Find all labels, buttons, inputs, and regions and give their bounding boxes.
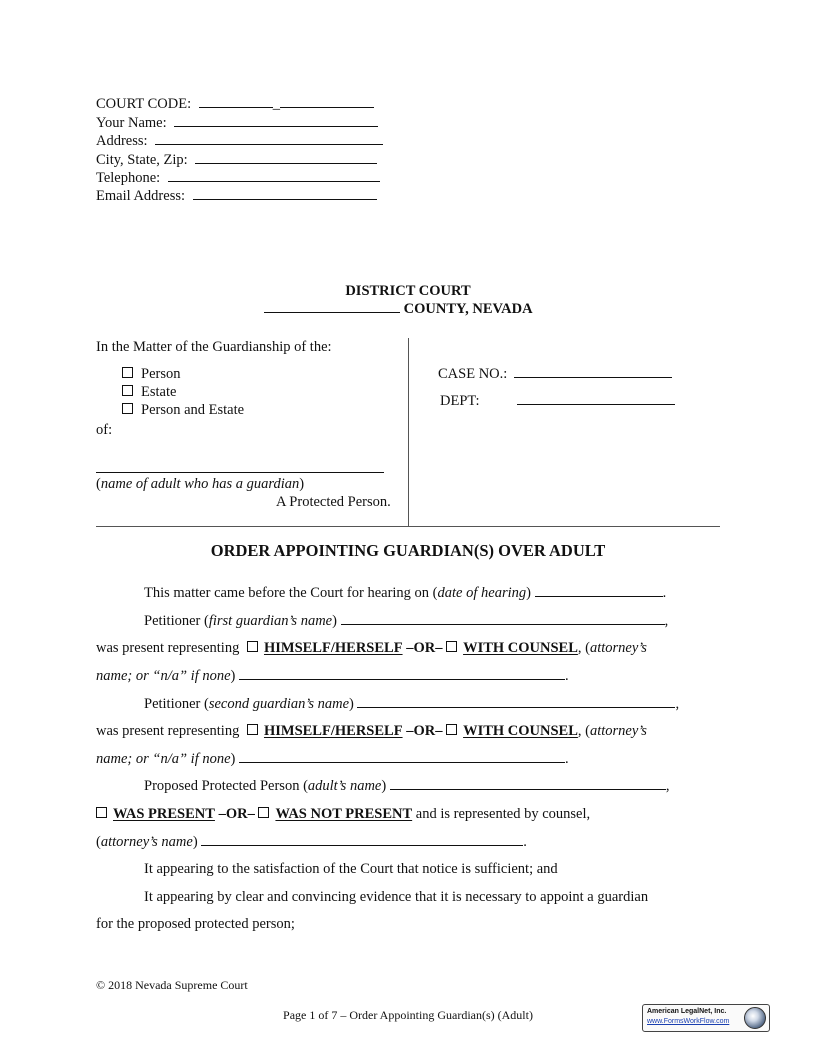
petitioner2-paren-close: ) [349,696,354,712]
case-no-row [438,365,672,383]
email-row [96,187,377,205]
petitioner1-hint: first guardian’s name [208,613,333,629]
person-checkbox[interactable] [122,367,133,378]
dept-label: DEPT: [440,393,480,409]
option-person-label: Person [141,366,181,382]
p1-attorney-field[interactable] [239,678,565,680]
petitioner2-name-field[interactable] [357,706,675,708]
proposed-paren-close: ) [381,778,387,794]
option-estate-label: Estate [141,384,177,400]
petitioner1-paragraph: Petitioner (first guardian’s name) , [144,613,669,629]
court-code-separator: _ [272,96,281,112]
protected-person-label: A Protected Person. [276,494,391,510]
logo-line2[interactable]: www.FormsWorkFlow.com [647,1018,730,1025]
case-no-label: CASE NO.: [438,366,508,382]
copyright-text: © 2018 Nevada Supreme Court [96,978,248,992]
hearing-date-field[interactable] [535,595,663,597]
p2-himself-label: HIMSELF/HERSELF [263,723,403,739]
was-present-label: WAS PRESENT [113,806,215,822]
p2-or-label: –OR– [406,723,443,739]
court-code-row [96,95,374,113]
address-field[interactable] [155,143,383,145]
caption-options [122,365,244,419]
adult-name-hint-text: name of adult who has a guardian [100,476,300,492]
p2-attorneys-hint-b: name; or “n/a” if none [96,751,231,767]
option-person-and-estate-label: Person and Estate [141,402,245,418]
hearing-post: ) [526,585,531,601]
proposed-hint: adult’s name [307,778,382,794]
adult-name-field[interactable] [96,472,384,473]
evidence-paragraph: It appearing by clear and convincing evidence that it is necessary to appoint a guardian [144,889,649,905]
petitioner1-name-field[interactable] [341,623,665,625]
city-state-zip-row [96,151,377,169]
city-state-zip-field[interactable] [195,162,377,164]
petitioner1-paren-close: ) [332,613,337,629]
case-no-field[interactable] [514,376,672,378]
address-label: Address: [96,133,148,149]
your-name-row [96,114,378,132]
county-field[interactable] [264,311,400,313]
americanlegalnet-logo[interactable] [642,1004,770,1032]
p1-attorneys-hint-b: name; or “n/a” if none [96,668,231,684]
notice-paragraph: It appearing to the satisfaction of the Court that notice is sufficient; and [144,861,558,877]
option-person[interactable] [122,365,244,383]
petitioner2-attorney-row: name; or “n/a” if none) . [96,751,569,767]
proposed-person-paragraph: Proposed Protected Person (adult’s name) , [144,778,670,794]
court-code-field-2[interactable] [280,106,374,108]
dept-row [440,392,675,410]
logo-line1: American LegalNet, Inc. [647,1008,727,1015]
email-field[interactable] [193,198,377,200]
p2-attorney-field[interactable] [239,761,565,763]
proposed-attorney-field[interactable] [201,844,523,846]
proposed-person-field[interactable] [390,788,666,790]
petitioner2-hint: second guardian’s name [208,696,350,712]
represented-label: and is represented by counsel, [415,806,591,822]
petitioner2-paragraph: Petitioner (second guardian’s name) , [144,696,680,712]
your-name-field[interactable] [174,125,378,127]
presence-or-label: –OR– [218,806,255,822]
hearing-hint: date of hearing [437,585,527,601]
hearing-paragraph: This matter came before the Court for hearing on (date of hearing) . [144,585,667,601]
p2-himself-checkbox[interactable] [247,724,258,735]
city-state-zip-label: City, State, Zip: [96,152,188,168]
petitioner2-representation: was present representing HIMSELF/HERSELF –OR– WITH COUNSEL, (attorney’s [96,723,647,739]
your-name-label: Your Name: [96,115,167,131]
was-not-present-checkbox[interactable] [258,807,269,818]
petitioner1-pre: Petitioner ( [144,613,209,629]
proposed-attorney-row: (attorney’s name) . [96,834,527,850]
caption-vertical-divider [408,338,409,526]
evidence-continuation: for the proposed protected person; [96,916,295,932]
court-code-field-1[interactable] [199,106,273,108]
telephone-field[interactable] [168,180,380,182]
presence-row [96,805,590,823]
telephone-row [96,169,380,187]
caption-matter: In the Matter of the Guardianship of the: [96,339,332,355]
caption-horizontal-divider [96,526,720,527]
estate-checkbox[interactable] [122,385,133,396]
address-row [96,132,383,150]
court-name: DISTRICT COURT [345,283,471,299]
p1-himself-label: HIMSELF/HERSELF [263,640,403,656]
p1-counsel-checkbox[interactable] [446,641,457,652]
dept-field[interactable] [517,403,675,405]
email-label: Email Address: [96,188,186,204]
court-code-label: COURT CODE: [96,96,192,112]
caption-of: of: [96,422,113,438]
p1-himself-checkbox[interactable] [247,641,258,652]
person-and-estate-checkbox[interactable] [122,403,133,414]
globe-icon [744,1007,766,1029]
petitioner1-attorney-row: name; or “n/a” if none) . [96,668,569,684]
order-title: ORDER APPOINTING GUARDIAN(S) OVER ADULT [210,541,606,560]
p1-present-label: was present representing [96,640,240,656]
county-line [264,300,533,318]
county-nevada-label: COUNTY, NEVADA [403,301,533,317]
p1-or-label: –OR– [406,640,443,656]
telephone-label: Telephone: [96,170,161,186]
p2-attorneys-hint-a: attorney’s [589,723,647,739]
proposed-pre: Proposed Protected Person ( [144,778,308,794]
was-not-present-label: WAS NOT PRESENT [275,806,413,822]
was-present-checkbox[interactable] [96,807,107,818]
option-person-and-estate[interactable] [122,401,244,419]
option-estate[interactable] [122,383,244,401]
adult-name-hint: (name of adult who has a guardian) [96,476,305,492]
proposed-attorney-hint: attorney’s name [100,834,193,850]
p1-counsel-label: WITH COUNSEL [463,640,578,656]
p2-counsel-checkbox[interactable] [446,724,457,735]
page-footer: Page 1 of 7 – Order Appointing Guardian(s) (Adult) [283,1008,533,1022]
petitioner1-representation: was present representing HIMSELF/HERSELF –OR– WITH COUNSEL, (attorney’s [96,640,647,656]
p1-attorneys-hint-a: attorney’s [589,640,647,656]
p2-present-label: was present representing [96,723,240,739]
p2-counsel-label: WITH COUNSEL [463,723,578,739]
hearing-pre: This matter came before the Court for hearing on ( [144,585,438,601]
petitioner2-pre: Petitioner ( [144,696,209,712]
